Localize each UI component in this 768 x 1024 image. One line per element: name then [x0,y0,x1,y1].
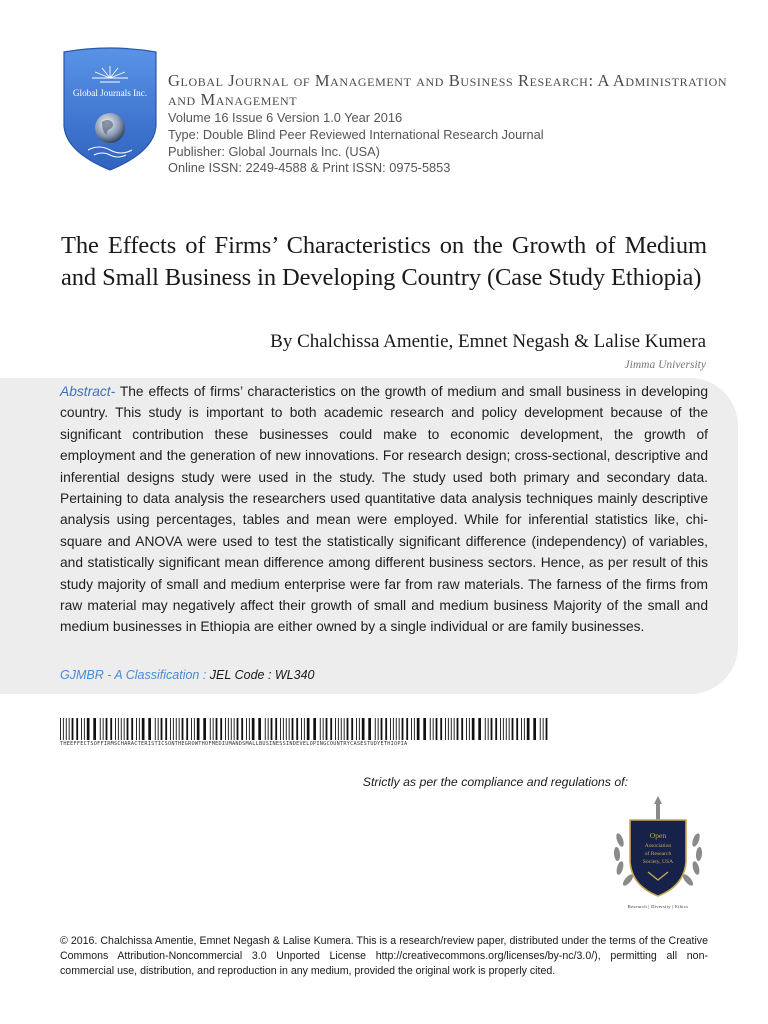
barcode-bar [521,718,522,740]
barcode-bar [402,718,404,740]
barcode-bar [335,718,336,740]
barcode-bar [210,718,211,740]
barcode-bar [231,718,232,740]
barcode-bar [121,718,122,740]
barcode-bar [417,718,420,740]
barcode-bar [393,718,394,740]
barcode-bar [179,718,180,740]
oarsa-caption: Research | Diversity | Ethics [627,904,689,909]
barcode-bar [301,718,302,740]
barcode-bar [341,718,342,740]
barcode-bar [396,718,397,740]
oarsa-line-1: Open [649,831,667,840]
barcode-bar [142,718,145,740]
abstract [60,381,708,638]
journal-type: Type: Double Blind Peer Reviewed International Research Journal [168,126,544,142]
barcode-bar [100,718,101,740]
publisher: Publisher: Global Journals Inc. (USA) [168,143,380,159]
barcode-bar [69,718,70,740]
barcode-bar [414,718,415,740]
oarsa-logo [606,796,710,902]
compliance-note: Strictly as per the compliance and regulations of: [362,775,628,789]
barcode-bar [271,718,273,740]
barcode-text: THEEFFECTSOFFIRMSCHARACTERISTICSONTHEGROWTHOFMEDIUMANDSMALLBUSINESSINDEVELOPINGCOUNTRYCASESTUDYETHIOPIA [60,741,408,747]
barcode-bar [286,718,287,740]
barcode-bar [351,718,353,740]
barcode-bar [330,718,332,740]
barcode-bar [103,718,104,740]
barcode-bar [375,718,376,740]
barcode-bar [84,718,85,740]
barcode-bar [115,718,116,740]
barcode-bar [139,718,140,740]
barcode-bar [378,718,379,740]
journal-meta [168,110,544,177]
barcode-bar [454,718,455,740]
oarsa-line-3: of Research [644,851,672,857]
copyright-notice: © 2016. Chalchissa Amentie, Emnet Negash & Lalise Kumera. This is a research/review paper, distributed under the terms of the Creative Commons Attribution-Noncommercial 3.0 Unported License http://creativecommons.org/licenses/by-nc/3.0/), permitting all non-commercial use, distribution, and reproduction in any medium, provided the original work is properly cited. [60,935,708,978]
barcode-bar [500,718,501,740]
barcode-bar [81,718,82,740]
barcode-bar [148,718,151,740]
barcode-bar [182,718,184,740]
barcode-bar [124,718,125,740]
barcode-bar [423,718,426,740]
barcode-bar [131,718,133,740]
barcode-bar [127,718,129,740]
barcode-bar [118,718,119,740]
barcode-bar [440,718,442,740]
barcode-bar [478,718,481,740]
logo-text: Global Journals Inc. [72,88,148,98]
barcode-bar [527,718,530,740]
barcode-bar [87,718,90,740]
barcode-bar [280,718,281,740]
issn: Online ISSN: 2249-4588 & Print ISSN: 0975-5853 [168,160,451,176]
barcode-bar [63,718,64,740]
barcode-bar [268,718,269,740]
barcode-bar [155,718,156,740]
barcode-bar [466,718,467,740]
oarsa-line-4: Society, USA [642,859,674,865]
barcode-bar [326,718,328,740]
barcode-bar [524,718,525,740]
barcode-bar [457,718,459,740]
barcode-bar [136,718,137,740]
barcode-bar [289,718,290,740]
volume-issue: Volume 16 Issue 6 Version 1.0 Year 2016 [168,110,403,125]
barcode-bar [265,718,266,740]
barcode-bar [347,718,349,740]
barcode-bar [436,718,438,740]
barcode-bar [191,718,192,740]
barcode-bar [516,718,518,740]
barcode-bar [176,718,177,740]
abstract-label: Abstract- [60,384,116,399]
barcode [60,718,550,740]
barcode-bar [225,718,226,740]
oarsa-line-2: Association [644,843,672,849]
barcode-bar [362,718,365,740]
barcode-bar [241,718,243,740]
barcode-bar [430,718,431,740]
barcode-bar [158,718,159,740]
barcode-bar [292,718,294,740]
barcode-bar [469,718,470,740]
barcode-bar [356,718,357,740]
affiliation: Jimma University [624,359,706,371]
barcode-bar [491,718,493,740]
barcode-bar [344,718,345,740]
barcode-bar [445,718,446,740]
barcode-bar [472,718,475,740]
barcode-bar [399,718,400,740]
barcode-bar [506,718,507,740]
barcode-bar [307,718,310,740]
barcode-bar [228,718,229,740]
barcode-bar [283,718,284,740]
classification [60,668,315,682]
barcode-bar [488,718,489,740]
barcode-bar [66,718,67,740]
barcode-bar [234,718,235,740]
barcode-bar [320,718,321,740]
barcode-bar [390,718,391,740]
classification-code: JEL Code : WL340 [206,668,315,682]
barcode-bar [451,718,452,740]
barcode-bar [448,718,449,740]
barcode-bar [495,718,497,740]
barcode-bar [161,718,163,740]
barcode-bar [461,718,463,740]
barcode-bar [60,718,61,740]
barcode-bar [313,718,316,740]
global-journals-logo [62,44,158,172]
barcode-bar [275,718,277,740]
barcode-bar [220,718,222,740]
barcode-bar [72,718,74,740]
journal-name: Global Journal of Management and Business Research: A Administration and Management [168,71,728,109]
barcode-bar [368,718,371,740]
barcode-bar [385,718,387,740]
barcode-bar [213,718,214,740]
barcode-bar [170,718,171,740]
barcode-bar [485,718,486,740]
authors: By Chalchissa Amentie, Emnet Negash & Lalise Kumera [270,331,706,352]
barcode-bar [406,718,408,740]
barcode-bar [194,718,195,740]
barcode-bar [186,718,188,740]
barcode-bar [433,718,434,740]
paper-title: The Effects of Firms’ Characteristics on the Growth of Medium and Small Business in Developing Country (Case Study Ethiopia) [61,232,707,291]
barcode-bar [203,718,206,740]
barcode-bar [533,718,536,740]
barcode-bar [237,718,239,740]
barcode-bar [509,718,510,740]
barcode-bar [381,718,383,740]
barcode-bar [76,718,78,740]
barcode-bar [512,718,514,740]
barcode-bar [543,718,544,740]
barcode-bar [165,718,167,740]
classification-label: GJMBR - A Classification : [60,668,207,682]
barcode-bar [258,718,261,740]
barcode-bar [411,718,412,740]
barcode-bar [197,718,200,740]
barcode-bar [216,718,218,740]
barcode-bar [546,718,548,740]
barcode-bar [110,718,112,740]
barcode-bar [296,718,298,740]
barcode-bar [173,718,174,740]
barcode-bar [249,718,250,740]
trident-icon [644,796,672,822]
barcode-bar [304,718,305,740]
barcode-bar [323,718,324,740]
barcode-bar [359,718,360,740]
barcode-bar [246,718,247,740]
barcode-bar [106,718,108,740]
barcode-bar [252,718,255,740]
abstract-text: The effects of firms’ characteristics on the growth of medium and small business in developing country. This study is important to both academic research and policy development because of the significant contribution these businesses could make to economic development, the growth of employment and the generation of new innovations. For research design; cross-sectional, descriptive and inferential designs study were used in the study. The study used both primary and secondary data. Pertaining to data analysis the researchers used quantitative data analysis techniques mainly descriptive analysis using percentages, tables and mean were employed. While for inferential statistics like, chi-square and ANOVA were used to test the statistically significant difference (independency) of variables, and statistically significant mean difference among different business sectors. Hence, as per result of this study majority of small and medium enterprise were far from raw materials. The farness of the firms from raw material may negatively affect their growth of small and medium business Majority of the small and medium businesses in Ethiopia are either owned by a single individual or are family businesses. [60,384,708,635]
barcode-bar [93,718,96,740]
barcode-bar [540,718,541,740]
barcode-bar [503,718,504,740]
barcode-bar [338,718,339,740]
